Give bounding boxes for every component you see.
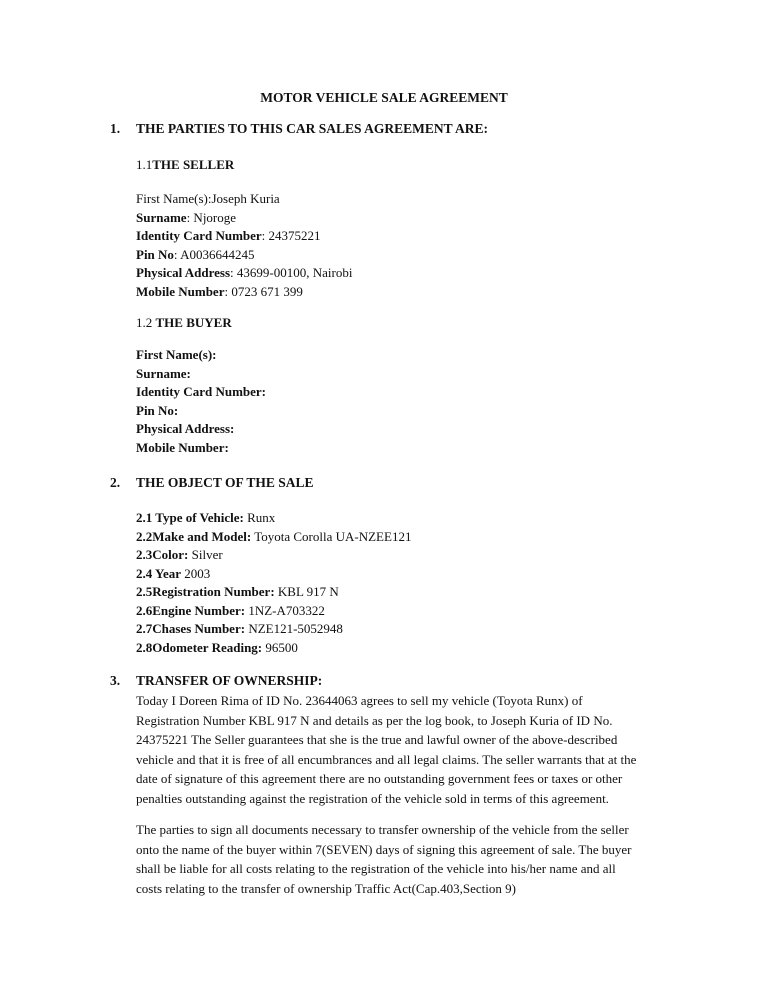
transfer-paragraph-2: The parties to sign all documents necessary to transfer ownership of the vehicle from the seller onto the name of the buyer within 7(SEVEN) days of signing this agreement of sale. The buyer shall be liable for all costs relating to the registration of the vehicle into his/her name and all costs relating to the transfer of ownership Traffic Act(Cap.403,Section 9) xyxy=(136,822,632,896)
buyer-details xyxy=(136,346,266,457)
buyer-mobile: Mobile Number: xyxy=(136,439,229,455)
section-1-heading: 1. THE PARTIES TO THIS CAR SALES AGREEMENT ARE: xyxy=(110,121,489,136)
seller-details xyxy=(136,190,352,301)
vehicle-year: 2.4 Year 2003 xyxy=(136,565,211,581)
vehicle-registration: 2.5Registration Number: KBL 917 N xyxy=(136,584,339,599)
seller-address: Physical Address: 43699-00100, Nairobi xyxy=(136,265,353,280)
vehicle-type: 2.1 Type of Vehicle: Runx xyxy=(136,510,276,525)
section-3-heading: 3. TRANSFER OF OWNERSHIP: xyxy=(110,673,323,688)
buyer-pin: Pin No: xyxy=(136,402,179,418)
section-2-title: THE OBJECT OF THE SALE xyxy=(136,475,314,490)
document-title: MOTOR VEHICLE SALE AGREEMENT xyxy=(260,90,508,105)
vehicle-make-model: 2.2Make and Model: Toyota Corolla UA-NZEE121 xyxy=(136,528,412,544)
section-1-title: THE PARTIES TO THIS CAR SALES AGREEMENT ARE: xyxy=(136,121,489,136)
seller-mobile: Mobile Number: 0723 671 399 xyxy=(136,283,303,299)
vehicle-engine-number: 2.6Engine Number: 1NZ-A703322 xyxy=(136,602,325,618)
vehicle-odometer: 2.8Odometer Reading: 96500 xyxy=(136,639,298,655)
buyer-first-name: First Name(s): xyxy=(136,347,217,362)
seller-surname: Surname: Njoroge xyxy=(136,209,237,225)
transfer-paragraph-1: Today I Doreen Rima of ID No. 23644063 agrees to sell my vehicle (Toyota Runx) of Registration Number KBL 917 N and details as per the log book, to Joseph Kuria of ID No. 24375221 The Seller guarantees that she is the true and lawful owner of the above-described vehicle and that it is free of all encumbrances and all legal claims. The seller warrants that at the date of signature of this agreement there are no outstanding government fees or taxes or other penalties outstanding against the registration of the vehicle sold in terms of this agreement. xyxy=(136,693,637,806)
buyer-id-number: Identity Card Number: xyxy=(136,384,266,399)
seller-pin: Pin No: A0036644245 xyxy=(136,246,255,262)
buyer-subheading: 1.2 THE BUYER xyxy=(136,315,232,330)
section-3-title: TRANSFER OF OWNERSHIP: xyxy=(136,673,323,688)
vehicle-details xyxy=(136,509,411,657)
seller-subheading: 1.1THE SELLER xyxy=(136,157,235,172)
seller-first-name: First Name(s):Joseph Kuria xyxy=(136,191,280,206)
buyer-address: Physical Address: xyxy=(136,421,235,436)
seller-id-number: Identity Card Number: 24375221 xyxy=(136,228,321,243)
section-2-heading: 2. THE OBJECT OF THE SALE xyxy=(110,475,314,490)
vehicle-color: 2.3Color: Silver xyxy=(136,547,223,562)
vehicle-chassis-number: 2.7Chases Number: NZE121-5052948 xyxy=(136,621,343,636)
buyer-surname: Surname: xyxy=(136,365,191,381)
